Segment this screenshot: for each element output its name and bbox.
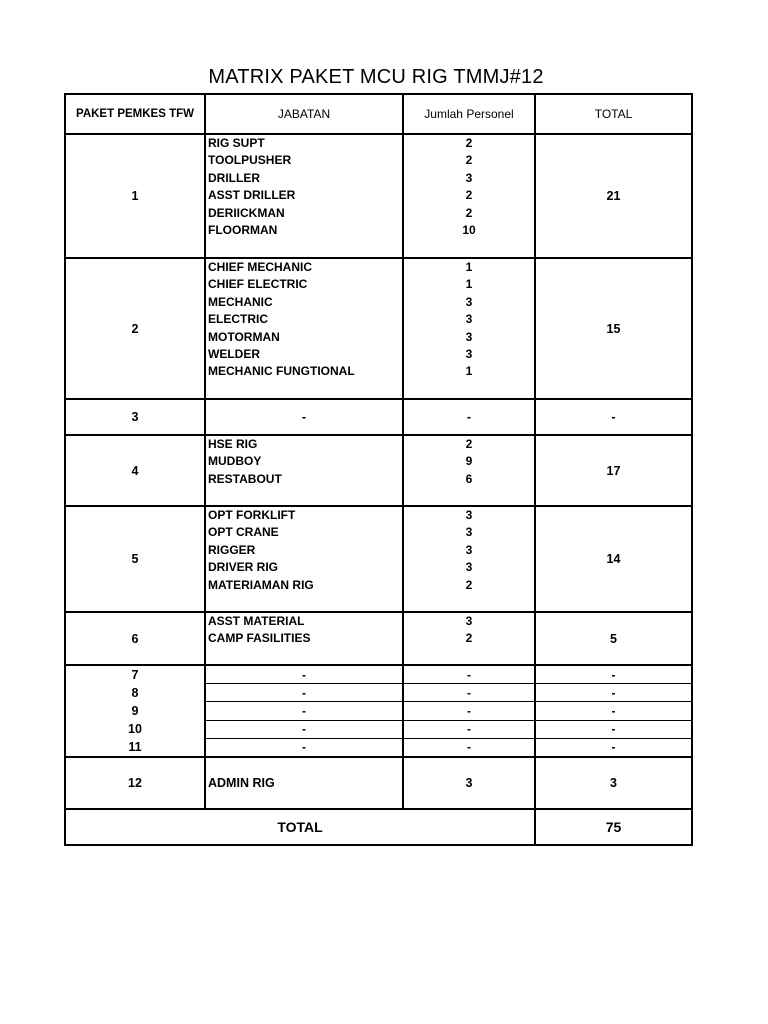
grand-total-label: TOTAL <box>65 809 535 845</box>
jumlah-cell <box>403 506 535 612</box>
total-cell: 5 <box>535 612 692 665</box>
jumlah-item: 2 <box>465 136 473 150</box>
jabatan-item: HSE RIG <box>208 437 258 451</box>
table-row <box>65 506 692 612</box>
jumlah-item: 2 <box>465 205 473 220</box>
jumlah-item: 1 <box>465 260 473 274</box>
jabatan-item: OPT CRANE <box>208 525 279 540</box>
jumlah-item: 9 <box>465 454 473 469</box>
total-cell: 14 <box>535 506 692 612</box>
jumlah-cell: - <box>403 738 535 757</box>
header-jabatan: JABATAN <box>205 94 403 134</box>
jabatan-item: MECHANIC <box>208 294 273 309</box>
jabatan-item: MATERIAMAN RIG <box>208 577 314 592</box>
jabatan-item: CAMP FASILITIES <box>208 631 311 646</box>
total-cell: - <box>535 665 692 684</box>
jabatan-item: ASST MATERIAL <box>208 614 305 628</box>
grand-total-row <box>65 809 692 845</box>
table-row <box>65 665 692 684</box>
jabatan-item: TOOLPUSHER <box>208 153 292 168</box>
total-cell: 3 <box>535 757 692 809</box>
jabatan-item: OPT FORKLIFT <box>208 508 296 522</box>
jumlah-item: 2 <box>465 577 473 592</box>
jumlah-item: 3 <box>465 525 473 540</box>
jabatan-item: MOTORMAN <box>208 329 280 344</box>
paket-number: 8 <box>131 686 139 700</box>
table-body <box>65 134 692 845</box>
jumlah-item: 1 <box>465 364 473 379</box>
paket-number: 9 <box>131 704 139 718</box>
mcu-matrix-table <box>64 93 693 846</box>
header-row <box>65 94 692 134</box>
paket-cell: 2 <box>65 258 205 399</box>
jumlah-item: 2 <box>465 188 473 203</box>
jabatan-cell: - <box>205 738 403 757</box>
jabatan-cell <box>205 258 403 399</box>
jumlah-cell: - <box>403 702 535 720</box>
jumlah-cell <box>403 612 535 665</box>
jumlah-item: 3 <box>465 508 473 522</box>
jumlah-cell <box>403 258 535 399</box>
jumlah-item: 3 <box>465 542 473 557</box>
jabatan-item: ASST DRILLER <box>208 188 296 203</box>
jabatan-cell: - <box>205 684 403 702</box>
jabatan-item: CHIEF ELECTRIC <box>208 277 308 292</box>
jabatan-item: FLOORMAN <box>208 222 278 237</box>
jumlah-cell <box>403 435 535 506</box>
jumlah-item: 2 <box>465 153 473 168</box>
jabatan-item: MUDBOY <box>208 454 262 469</box>
jumlah-cell: - <box>403 665 535 684</box>
paket-number: 11 <box>128 740 142 754</box>
table-row <box>65 612 692 665</box>
jumlah-item: 6 <box>465 471 473 486</box>
jabatan-cell: - <box>205 399 403 435</box>
jabatan-item: DERIICKMAN <box>208 205 285 220</box>
table-row <box>65 399 692 435</box>
table-row <box>65 258 692 399</box>
jabatan-item: RIG SUPT <box>208 136 265 150</box>
jumlah-cell: - <box>403 720 535 738</box>
jabatan-item: WELDER <box>208 346 260 361</box>
header-jumlah: Jumlah Personel <box>403 94 535 134</box>
paket-number: 7 <box>131 668 139 682</box>
paket-cell: 12 <box>65 757 205 809</box>
jabatan-cell <box>205 134 403 258</box>
paket-cell: 1 <box>65 134 205 258</box>
table-row <box>65 134 692 258</box>
jumlah-item: 3 <box>465 170 473 185</box>
paket-cell: 5 <box>65 506 205 612</box>
total-cell: 21 <box>535 134 692 258</box>
table-row <box>65 757 692 809</box>
jumlah-cell: - <box>403 684 535 702</box>
jumlah-item: 10 <box>462 222 476 237</box>
total-cell: - <box>535 738 692 757</box>
header-total: TOTAL <box>535 94 692 134</box>
paket-number: 10 <box>128 722 142 736</box>
jumlah-item: 3 <box>465 312 473 327</box>
total-cell: - <box>535 720 692 738</box>
jabatan-item: DRIVER RIG <box>208 560 279 575</box>
jabatan-cell: ADMIN RIG <box>205 757 403 809</box>
total-cell: 15 <box>535 258 692 399</box>
jumlah-item: 2 <box>465 437 473 451</box>
paket-cell: 4 <box>65 435 205 506</box>
jumlah-item: 3 <box>465 560 473 575</box>
jumlah-cell <box>403 134 535 258</box>
jumlah-item: 3 <box>465 614 473 628</box>
jabatan-item: CHIEF MECHANIC <box>208 260 312 274</box>
total-cell: - <box>535 399 692 435</box>
jumlah-item: 3 <box>465 346 473 361</box>
jumlah-item: 3 <box>465 329 473 344</box>
jabatan-cell: - <box>205 702 403 720</box>
header-paket: PAKET PEMKES TFW <box>65 94 205 134</box>
jabatan-item: ELECTRIC <box>208 312 268 327</box>
paket-cell <box>65 665 205 757</box>
jabatan-cell <box>205 435 403 506</box>
total-cell: - <box>535 684 692 702</box>
jabatan-item: RIGGER <box>208 542 256 557</box>
jabatan-item: MECHANIC FUNGTIONAL <box>208 364 355 379</box>
total-cell: 17 <box>535 435 692 506</box>
paket-cell: 3 <box>65 399 205 435</box>
jabatan-item: RESTABOUT <box>208 471 282 486</box>
total-cell: - <box>535 702 692 720</box>
jabatan-item: DRILLER <box>208 170 260 185</box>
jumlah-item: 2 <box>465 631 473 646</box>
jumlah-item: 1 <box>465 277 473 292</box>
table-row <box>65 435 692 506</box>
page-title: MATRIX PAKET MCU RIG TMMJ#12 <box>208 66 544 88</box>
jumlah-cell: 3 <box>403 757 535 809</box>
jumlah-item: 3 <box>465 294 473 309</box>
jabatan-cell <box>205 506 403 612</box>
jabatan-cell <box>205 612 403 665</box>
jabatan-cell: - <box>205 720 403 738</box>
paket-cell: 6 <box>65 612 205 665</box>
jumlah-cell: - <box>403 399 535 435</box>
jabatan-cell: - <box>205 665 403 684</box>
grand-total-value: 75 <box>535 809 692 845</box>
